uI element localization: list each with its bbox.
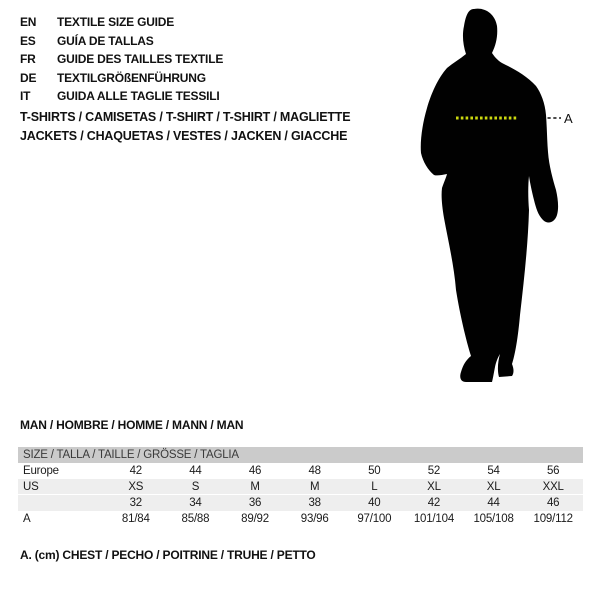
language-row-de xyxy=(20,69,223,88)
language-list xyxy=(20,13,223,106)
language-title: TEXTILGRÖßENFÜHRUNG xyxy=(57,70,206,85)
language-title: TEXTILE SIZE GUIDE xyxy=(57,15,175,29)
size-cell: XL xyxy=(486,481,501,493)
size-cell: XXL xyxy=(542,481,564,493)
row-label: US xyxy=(23,481,39,493)
size-cell: 38 xyxy=(308,497,321,509)
measure-label-a: A xyxy=(564,111,573,126)
language-row-en xyxy=(20,13,223,32)
language-title: GUIDA ALLE TAGLIE TESSILI xyxy=(57,89,220,104)
language-code: EN xyxy=(20,15,37,29)
size-cell: 44 xyxy=(189,465,202,477)
size-cell: 109/112 xyxy=(533,513,573,525)
language-code: IT xyxy=(20,89,31,104)
measurement-footnote: A. (cm) CHEST / PECHO / POITRINE / TRUHE / PETTO xyxy=(20,548,316,562)
man-silhouette xyxy=(421,9,558,382)
man-silhouette-figure xyxy=(390,0,600,410)
size-cell: 46 xyxy=(248,465,262,477)
size-cell: 105/108 xyxy=(473,513,514,525)
size-cell: XL xyxy=(427,481,441,493)
category-jackets: JACKETS / CHAQUETAS / VESTES / JACKEN / GIACCHE xyxy=(20,129,348,143)
table-row-chest-cm xyxy=(18,511,583,527)
size-cell: 81/84 xyxy=(121,513,150,525)
language-code: ES xyxy=(20,33,36,48)
size-cell: 54 xyxy=(487,465,500,477)
size-cell: 97/100 xyxy=(357,513,392,525)
size-cell: L xyxy=(371,481,378,493)
size-cell: 101/104 xyxy=(413,513,455,525)
size-table xyxy=(18,447,583,527)
row-label xyxy=(18,495,106,511)
garment-categories xyxy=(20,108,350,146)
language-code: FR xyxy=(20,52,36,67)
size-cell: 52 xyxy=(427,465,441,477)
size-cell: 42 xyxy=(129,465,143,477)
size-cell: S xyxy=(191,481,200,493)
table-row-europe xyxy=(18,463,583,479)
size-cell: 89/92 xyxy=(241,513,269,525)
size-cell: 36 xyxy=(248,497,262,509)
size-cell: 93/96 xyxy=(300,513,329,525)
category-tshirts: T-SHIRTS / CAMISETAS / T-SHIRT / T-SHIRT / MAGLIETTE xyxy=(20,110,351,124)
size-cell: M xyxy=(250,481,260,493)
size-cell: 50 xyxy=(368,465,381,477)
size-cell: 44 xyxy=(487,497,500,509)
language-row-fr xyxy=(20,50,223,69)
row-label: A xyxy=(23,513,31,525)
language-title: GUIDE DES TAILLES TEXTILE xyxy=(57,52,224,67)
size-cell: 40 xyxy=(368,497,381,509)
language-row-es xyxy=(20,32,223,51)
size-cell: XS xyxy=(128,481,144,493)
size-cell: M xyxy=(309,481,320,493)
size-cell: 42 xyxy=(427,497,441,509)
silhouette-svg xyxy=(390,0,600,410)
table-row-us-letters xyxy=(18,479,583,495)
language-row-it xyxy=(20,87,223,106)
section-title-man: MAN / HOMBRE / HOMME / MANN / MAN xyxy=(20,418,244,432)
language-code: DE xyxy=(20,70,37,85)
size-table-header: SIZE / TALLA / TAILLE / GRÖSSE / TAGLIA xyxy=(18,447,583,463)
size-cell: 32 xyxy=(129,497,143,509)
size-cell: 34 xyxy=(189,497,202,509)
size-cell: 85/88 xyxy=(181,513,210,525)
size-cell: 48 xyxy=(308,465,321,477)
table-row-us-numbers xyxy=(18,495,583,511)
language-title: GUÍA DE TALLAS xyxy=(57,33,154,48)
size-cell: 56 xyxy=(546,465,560,477)
row-label: Europe xyxy=(23,465,59,477)
size-cell: 46 xyxy=(546,497,560,509)
